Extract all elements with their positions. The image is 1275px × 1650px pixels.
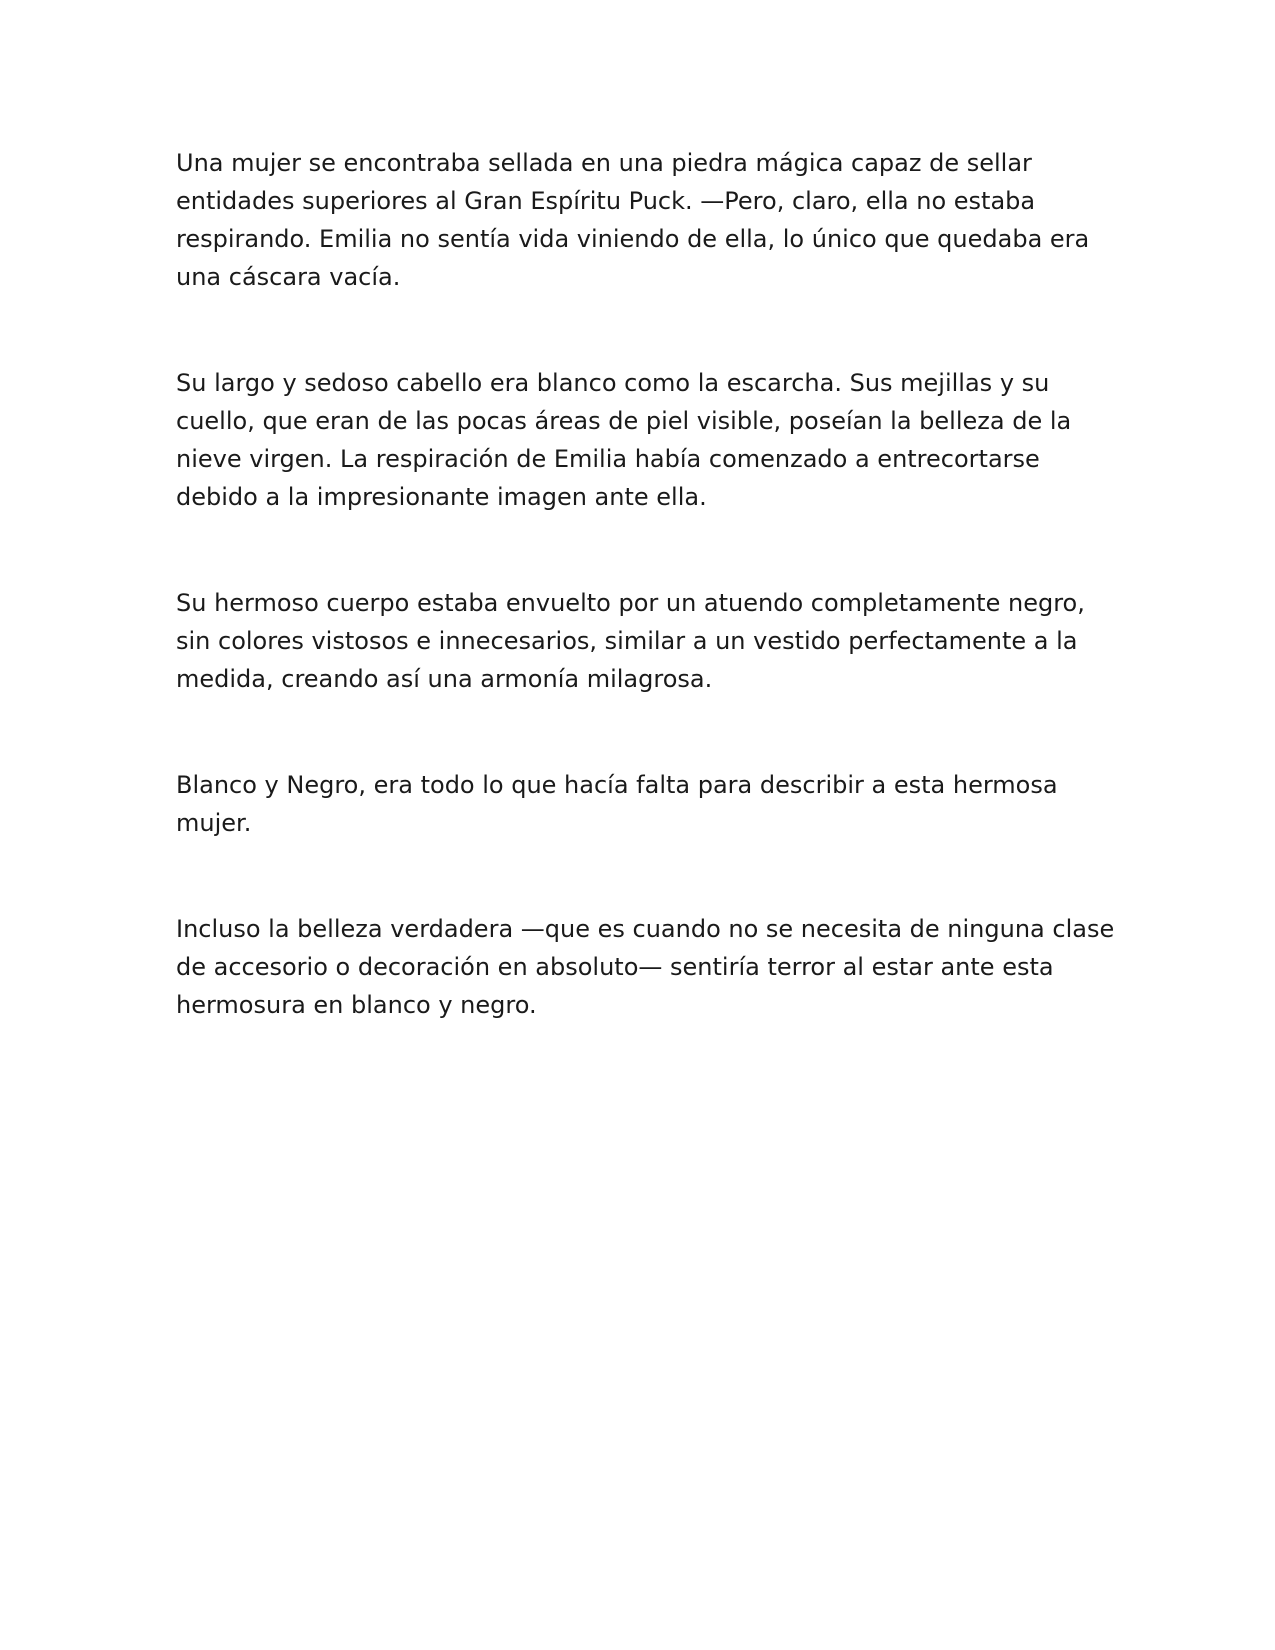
paragraph-line: una cáscara vacía. bbox=[176, 263, 401, 291]
paragraph-line: Su largo y sedoso cabello era blanco como la escarcha. Sus mejillas y su bbox=[176, 369, 1050, 397]
paragraph-line: hermosura en blanco y negro. bbox=[176, 991, 537, 1019]
paragraph-line: de accesorio o decoración en absoluto— sentiría terror al estar ante esta bbox=[176, 953, 1054, 981]
paragraph-5 bbox=[176, 910, 1115, 1024]
paragraph-line: respirando. Emilia no sentía vida viniendo de ella, lo único que quedaba era bbox=[176, 225, 1090, 253]
paragraph-line: Blanco y Negro, era todo lo que hacía falta para describir a esta hermosa bbox=[176, 771, 1058, 799]
paragraph-line: Una mujer se encontraba sellada en una piedra mágica capaz de sellar bbox=[176, 149, 1032, 177]
paragraph-1 bbox=[176, 144, 1100, 296]
paragraph-3 bbox=[176, 584, 1100, 698]
paragraph-line: Su hermoso cuerpo estaba envuelto por un atuendo completamente negro, bbox=[176, 589, 1085, 617]
paragraph-line: cuello, que eran de las pocas áreas de piel visible, poseían la belleza de la bbox=[176, 407, 1072, 435]
paragraph-line: medida, creando así una armonía milagrosa. bbox=[176, 665, 713, 693]
paragraph-line: mujer. bbox=[176, 809, 252, 837]
paragraph-line: sin colores vistosos e innecesarios, similar a un vestido perfectamente a la bbox=[176, 627, 1078, 655]
paragraph-4 bbox=[176, 766, 1100, 842]
paragraph-line: nieve virgen. La respiración de Emilia había comenzado a entrecortarse bbox=[176, 445, 1040, 473]
paragraph-line: entidades superiores al Gran Espíritu Puck. —Pero, claro, ella no estaba bbox=[176, 187, 1036, 215]
paragraph-2 bbox=[176, 364, 1100, 516]
paragraph-line: debido a la impresionante imagen ante ella. bbox=[176, 483, 707, 511]
paragraph-line: Incluso la belleza verdadera —que es cuando no se necesita de ninguna clase bbox=[176, 915, 1115, 943]
